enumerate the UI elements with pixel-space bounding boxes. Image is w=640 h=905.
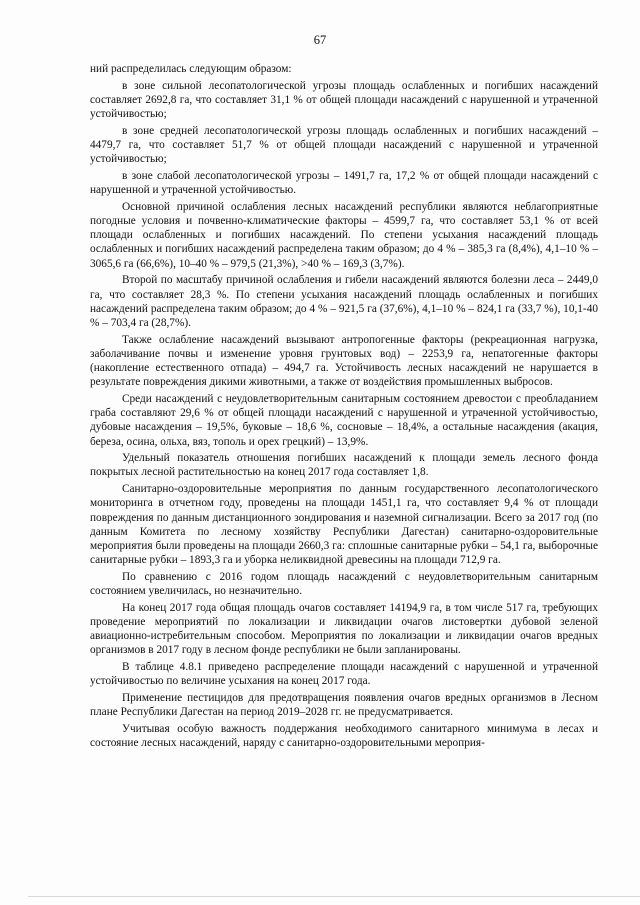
paragraph-weather-factors: Основной причиной ослабления лесных насаждений республики являются неблагоприятные погодные условия и почвенно-климатические факторы – 4599,7 га, что составляет 53,1 % от всей площади ослабленных и погибших насаждений. По степени усыхания насаждений площадь ослабленных и погибших насаждений распределена таким образом; до 4 % – 385,3 га (8,4%), 4,1–10 % – 3065,6 га (66,6%), 10–40 % – 979,5 (21,3%), >40 % – 169,3 (3,7%). (90, 200, 598, 270)
paragraph-weak-threat-zone: в зоне слабой лесопатологической угрозы – 1491,7 га, 17,2 % от общей площади насаждений с нарушенной и утраченной устойчивостью. (90, 169, 598, 197)
paragraph-strong-threat-zone: в зоне сильной лесопатологической угрозы площадь ослабленных и погибших насаждений составляет 2692,8 га, что составляет 31,1 % от общей площади насаждений с нарушенной и утраченной устойчивостью; (90, 79, 598, 121)
paragraph-continuation: ний распределилась следующим образом: (90, 63, 292, 75)
paragraph-sanitary-measures: Санитарно-оздоровительные мероприятия по данным государственного лесопатологического мониторинга в отчетном году, проведены на площади 1451,1 га, что составляет 9,4 % от площади повреждения по данным дистанционного зондирования и наземной сигнализации. Всего за 2017 год (по данным Комитета по лесному хозяйству Республики Дагестан) санитарно-оздоровительные мероприятия были проведены на площади 2660,3 га: сплошные санитарные рубки – 54,1 га, выборочные санитарные рубки – 1893,3 га и уборка неликвидной древесины на площади 712,9 га. (90, 483, 598, 567)
paragraph-medium-threat-zone: в зоне средней лесопатологической угрозы площадь ослабленных и погибших насаждений – 4479,7 га, что составляет 51,7 % от общей площади насаждений с нарушенной и утраченной устойчивостью; (90, 124, 598, 166)
paragraph-species-composition: Среди насаждений с неудовлетворительным санитарным состоянием древостои с преобладанием граба составляют 29,6 % от общей площади насаждений с нарушенной и утраченной устойчивостью, дубовые насаждения – 19,5%, буковые – 18,6 %, сосновые – 18,4%, а остальные насаждения (акация, береза, осина, ольха, вяз, тополь и орех грецкий) – 13,9%. (90, 392, 598, 448)
paragraph-comparison-2016: По сравнению с 2016 годом площадь насаждений с неудовлетворительным санитарным состоянием увеличилась, но незначительно. (90, 570, 598, 598)
bottom-edge-line (28, 896, 640, 897)
paragraph-pesticides: Применение пестицидов для предотвращения появления очагов вредных организмов в Лесном плане Республики Дагестан на период 2019–2028 гг. не предусматривается. (90, 692, 598, 719)
paragraph-table-reference: В таблице 4.8.1 приведено распределение площади насаждений с нарушенной и утраченной устойчивостью по величине усыхания на конец 2017 года. (90, 661, 598, 688)
paragraph-anthropogenic-factors: Также ослабление насаждений вызывают антропогенные факторы (рекреационная нагрузка, заболачивание почвы и изменение уровня грунтовых вод) – 2253,9 га, непатогенные факторы (накопление естественного отпада) – 494,7 га. Устойчивость лесных насаждений не нарушается в результате повреждения дикими животными, а также от воздействия промышленных выбросов. (90, 333, 598, 389)
paragraph-outbreak-area: На конец 2017 года общая площадь очагов составляет 14194,9 га, в том числе 517 га, требующих проведение мероприятий по локализации и ликвидации очагов листовертки дубовой зеленой авиационно-истребительным способом. Мероприятия по локализации и ликвидации очагов вредных организмов в 2017 году в лесном фонде республики не были запланированы. (90, 601, 598, 657)
body-text (90, 62, 598, 753)
paragraph-dead-stands-ratio: Удельный показатель отношения погибших насаждений к площади земель лесного фонда покрытых лесной растительностью на конец 2017 года составляет 1,8. (90, 452, 598, 479)
paragraph-forest-diseases: Второй по масштабу причиной ослабления и гибели насаждений являются болезни леса – 2449,0 га, что составляет 28,3 %. По степени усыхания насаждений площадь ослабленных и погибших насаждений распределена таким образом; до 4 % – 921,5 га (37,6%), 4,1–10 % – 824,1 га (33,7 %), 10,1-40 % – 703,4 га (28,7%). (90, 274, 598, 329)
paragraph-sanitary-minimum: Учитывая особую важность поддержания необходимого санитарного минимума в лесах и состояние лесных насаждений, наряду с санитарно-оздоровительными мероприя- (90, 722, 598, 750)
page-number: 67 (313, 33, 327, 47)
